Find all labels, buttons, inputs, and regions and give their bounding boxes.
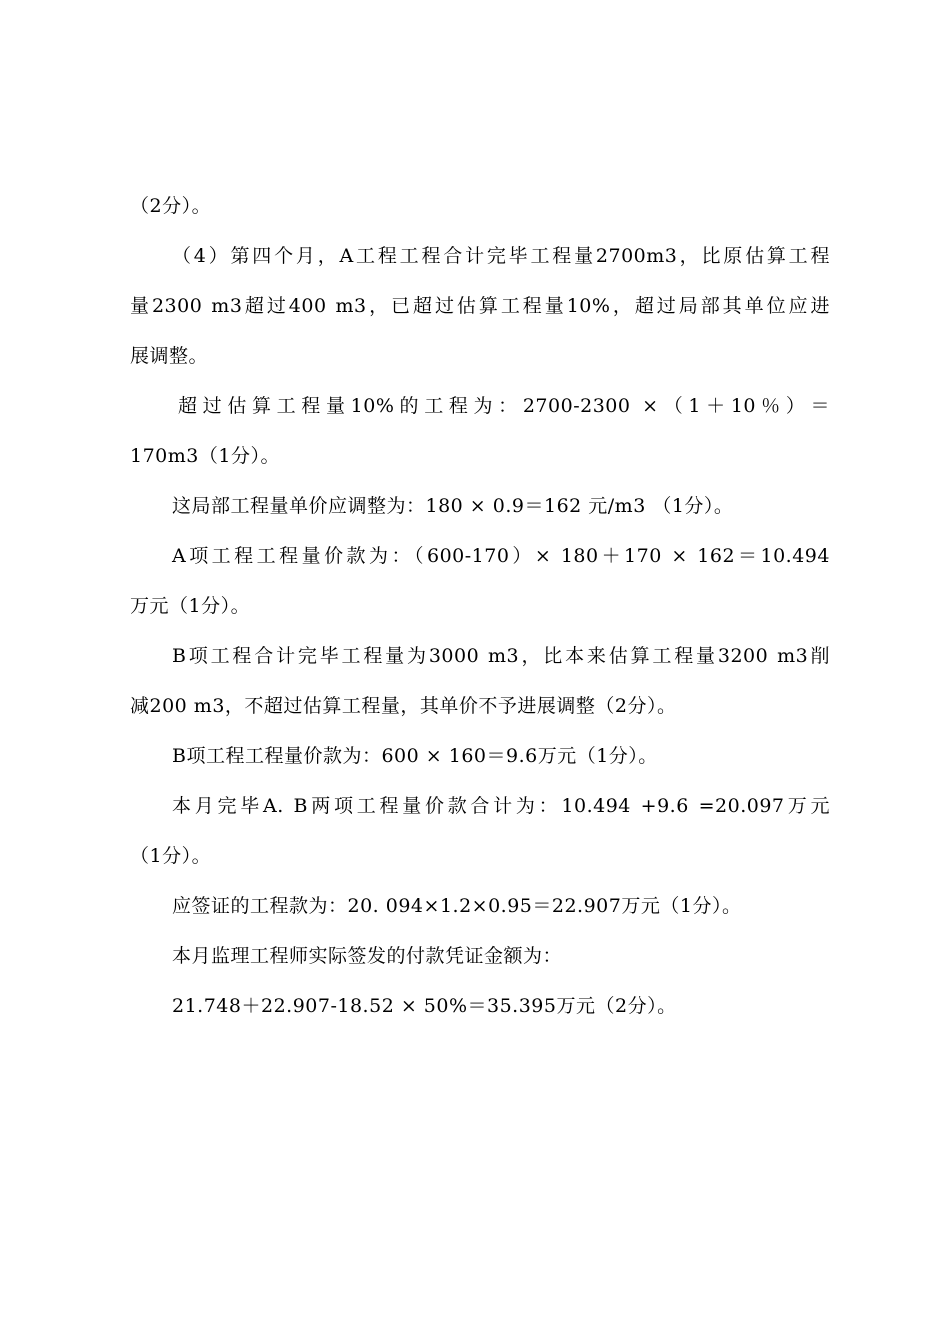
text-line-excess-result: 170m3（1分）。 [130,445,280,467]
text-line-b-price: B项工程工程量价款为：600 × 160＝9.6万元（1分）。 [172,745,658,767]
text-line-b-quantity: B项工程合计完毕工程量为3000 m3，比本来估算工程量3200 m3削 [172,645,830,667]
text-line-excess-formula: 超过估算工程量10%的工程为：2700-2300 ×（1＋10％）＝ [178,395,830,417]
text-line-score-note: （2分）。 [130,195,212,217]
text-line-month-total-end: （1分）。 [130,845,212,867]
text-line-b-quantity-end: 减200 m3，不超过估算工程量，其单价不予进展调整（2分）。 [130,695,677,717]
text-line-unit-price: 这局部工程量单价应调整为：180 × 0.9＝162 元/m3 （1分）。 [172,495,734,517]
text-line-payment-result: 21.748＋22.907-18.52 × 50%＝35.395万元（2分）。 [172,995,677,1017]
text-line-item4-end: 展调整。 [130,345,209,367]
text-line-month-total: 本月完毕A. B两项工程量价款合计为：10.494 +9.6 =20.097万元 [172,795,830,817]
text-line-item4-cont: 量2300 m3超过400 m3，已超过估算工程量10%，超过局部其单位应进 [130,295,830,317]
text-line-item4-intro: （4）第四个月，A工程工程合计完毕工程量2700m3，比原估算工程 [172,245,830,267]
text-line-certified-amount: 应签证的工程款为：20. 094×1.2×0.95＝22.907万元（1分）。 [172,895,742,917]
text-line-payment-intro: 本月监理工程师实际签发的付款凭证金额为： [172,945,563,967]
text-line-a-price: A项工程工程量价款为：（600-170）× 180＋170 × 162＝10.494 [172,545,830,567]
text-line-a-price-end: 万元（1分）。 [130,595,251,617]
